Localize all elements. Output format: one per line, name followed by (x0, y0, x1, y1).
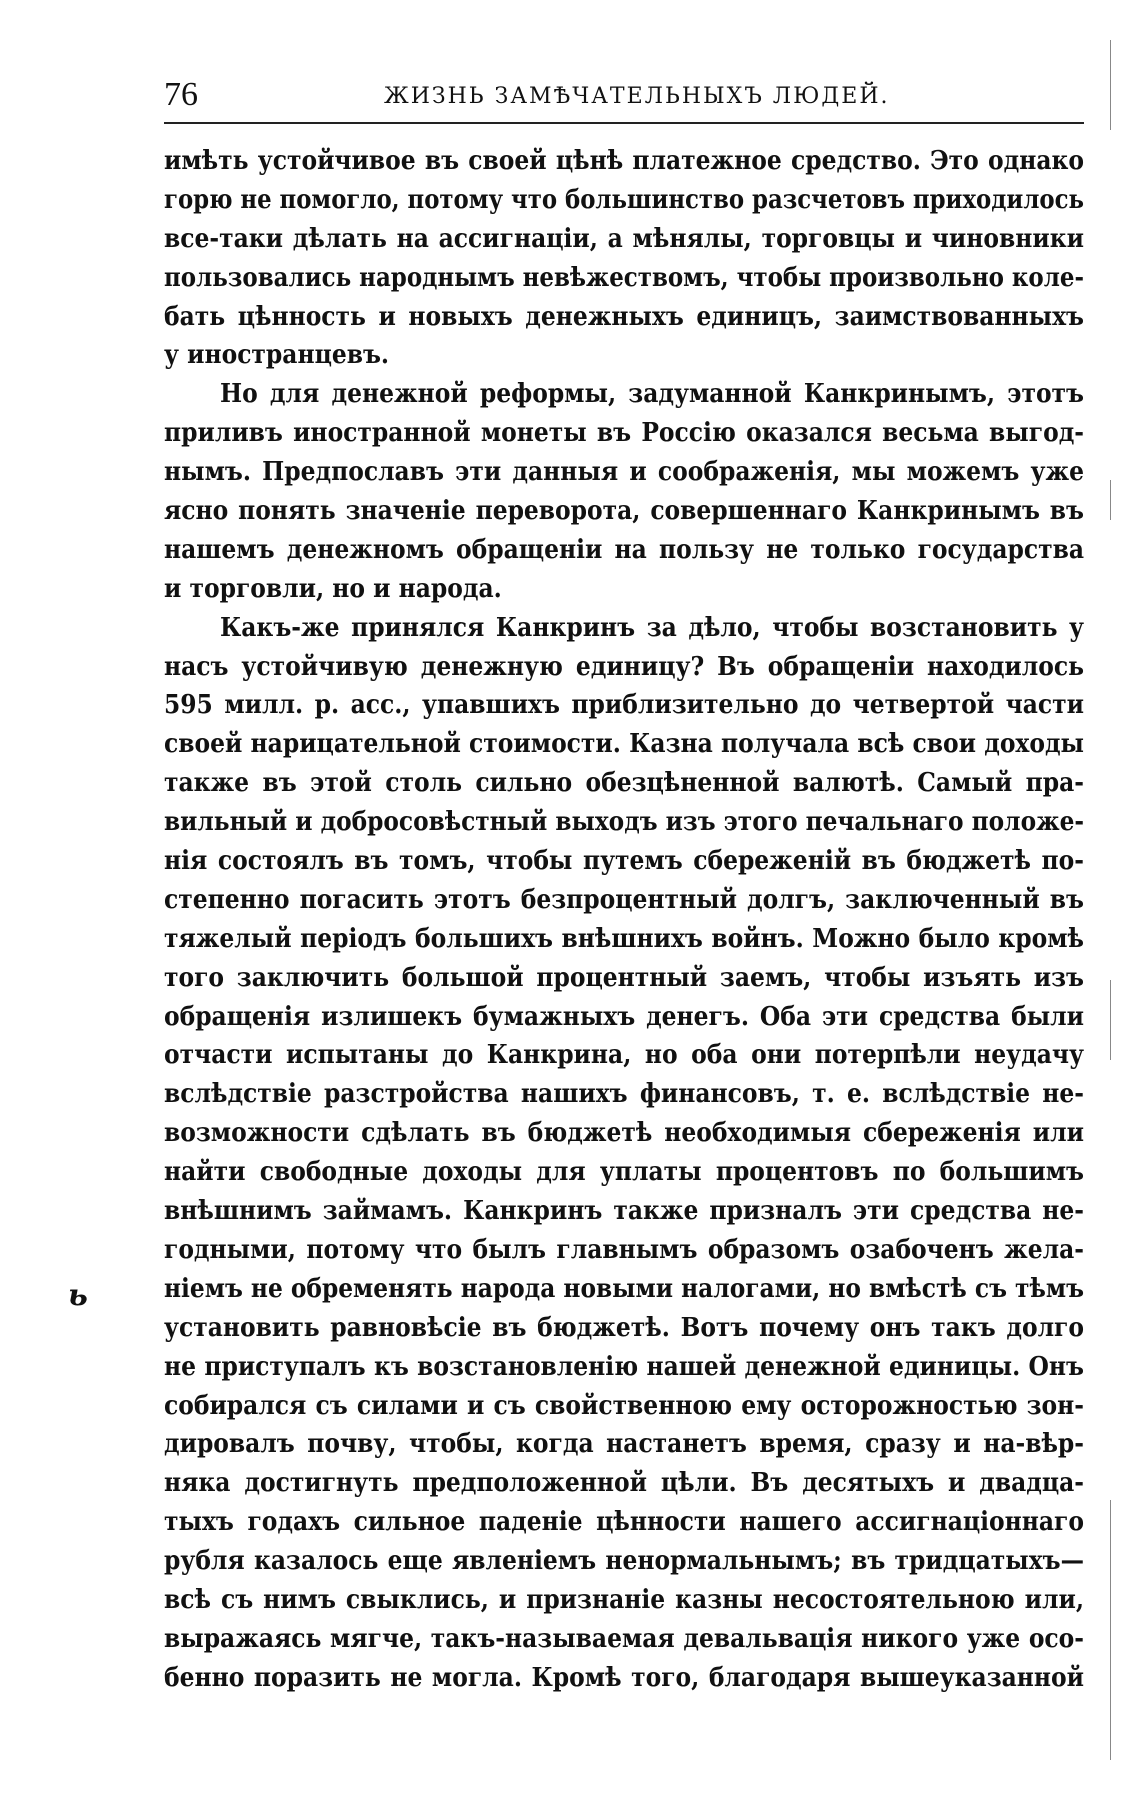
text-line: внѣшнимъ займамъ. Канкринъ также призналъ эти средства не- (164, 1196, 1084, 1227)
text-line: степенно погасить этотъ безпроцентный долгъ, заключенный въ (164, 884, 1084, 915)
text-line: нашемъ денежномъ обращеніи на пользу не только государства (164, 534, 1084, 565)
text-line: вильный и добросовѣстный выходъ изъ этого печальнаго положе- (164, 807, 1085, 838)
margin-pencil-mark: ь (68, 1278, 88, 1313)
text-line: установить равновѣсіе въ бюджетѣ. Вотъ почему онъ такъ долго (164, 1312, 1084, 1343)
text-line: Но для денежной реформы, задуманной Канкринымъ, этотъ (220, 379, 1084, 410)
text-line: отчасти испытаны до Канкрина, но оба они потерпѣли неудачу (164, 1040, 1084, 1071)
text-line: ясно понять значеніе переворота, совершеннаго Канкринымъ въ (164, 496, 1084, 527)
text-line: тяжелый періодъ большихъ внѣшнихъ войнъ. Можно было кромѣ (164, 923, 1084, 954)
text-line: не приступалъ къ возстановленію нашей денежной единицы. Онъ (164, 1351, 1084, 1382)
text-line: годными, потому что былъ главнымъ образомъ озабоченъ жела- (164, 1234, 1084, 1265)
scan-edge-line (1110, 980, 1111, 1060)
text-line: и торговли, но и народа. (164, 573, 502, 604)
text-line: нымъ. Предпославъ эти данныя и соображенія, мы можемъ уже (164, 457, 1084, 488)
scan-edge-line (1110, 1500, 1111, 1760)
text-line: своей нарицательной стоимости. Казна получала всѣ свои доходы (164, 729, 1084, 760)
text-line: бенно поразить не могла. Кромѣ того, благодаря вышеуказанной (164, 1662, 1084, 1693)
text-line: все-таки дѣлать на ассигнаціи, а мѣнялы, торговцы и чиновники (164, 223, 1084, 254)
text-line: имѣть устойчивое въ своей цѣнѣ платежное средство. Это однако (164, 146, 1084, 176)
text-line: также въ этой столь сильно обезцѣненной валютѣ. Самый пра- (164, 768, 1084, 799)
page-number: 76 (164, 76, 198, 113)
text-line: у иностранцевъ. (164, 340, 390, 371)
text-line: выражаясь мягче, такъ-называемая девальвація никого уже осо- (164, 1623, 1084, 1654)
body-text (164, 142, 1084, 1698)
text-line: ніемъ не обременять народа новыми налогами, но вмѣстѣ съ тѣмъ (164, 1273, 1084, 1304)
text-line: пользовались народнымъ невѣжествомъ, чтобы произвольно коле- (164, 262, 1084, 293)
text-line: обращенія излишекъ бумажныхъ денегъ. Оба эти средства были (164, 1001, 1084, 1032)
scan-edge-line (1110, 40, 1111, 130)
text-line: няка достигнуть предположенной цѣли. Въ десятыхъ и двадца- (164, 1468, 1084, 1499)
text-line: приливъ иностранной монеты въ Россію оказался весьма выгод- (164, 418, 1084, 449)
text-line: найти свободные доходы для уплаты процентовъ по большимъ (164, 1157, 1084, 1188)
scan-edge-line (1110, 480, 1111, 520)
running-title: ЖИЗНЬ ЗАМѢЧАТЕЛЬНЫХЪ ЛЮДЕЙ. (384, 84, 890, 109)
text-line: тыхъ годахъ сильное паденіе цѣнности нашего ассигнаціоннаго (164, 1507, 1084, 1538)
text-line: Какъ-же принялся Канкринъ за дѣло, чтобы возстановить у (220, 612, 1084, 643)
text-line: собирался съ силами и съ свойственною ему осторожностью зон- (164, 1390, 1084, 1421)
page-header (164, 72, 1084, 118)
header-rule (164, 122, 1084, 124)
text-line: возможности сдѣлать въ бюджетѣ необходимыя сбереженія или (164, 1118, 1084, 1149)
text-line: насъ устойчивую денежную единицу? Въ обращеніи находилось (164, 651, 1084, 682)
text-line: рубля казалось еще явленіемъ ненормальнымъ; въ тридцатыхъ— (164, 1546, 1084, 1577)
text-line: 595 милл. р. асс., упавшихъ приблизительно до четвертой части (164, 690, 1084, 721)
text-line: бать цѣнность и новыхъ денежныхъ единицъ, заимствованныхъ (164, 301, 1084, 332)
text-line: дировалъ почву, чтобы, когда настанетъ время, сразу и на-вѣр- (164, 1429, 1084, 1460)
text-line: вслѣдствіе разстройства нашихъ финансовъ, т. е. вслѣдствіе не- (164, 1079, 1084, 1110)
text-line: нія состоялъ въ томъ, чтобы путемъ сбереженій въ бюджетѣ по- (164, 846, 1084, 877)
text-line: горю не помогло, потому что большинство разсчетовъ приходилось (164, 184, 1084, 215)
text-line: всѣ съ нимъ свыклись, и признаніе казны несостоятельною или, (164, 1584, 1084, 1615)
text-line: того заключить большой процентный заемъ, чтобы изъять изъ (164, 962, 1084, 993)
